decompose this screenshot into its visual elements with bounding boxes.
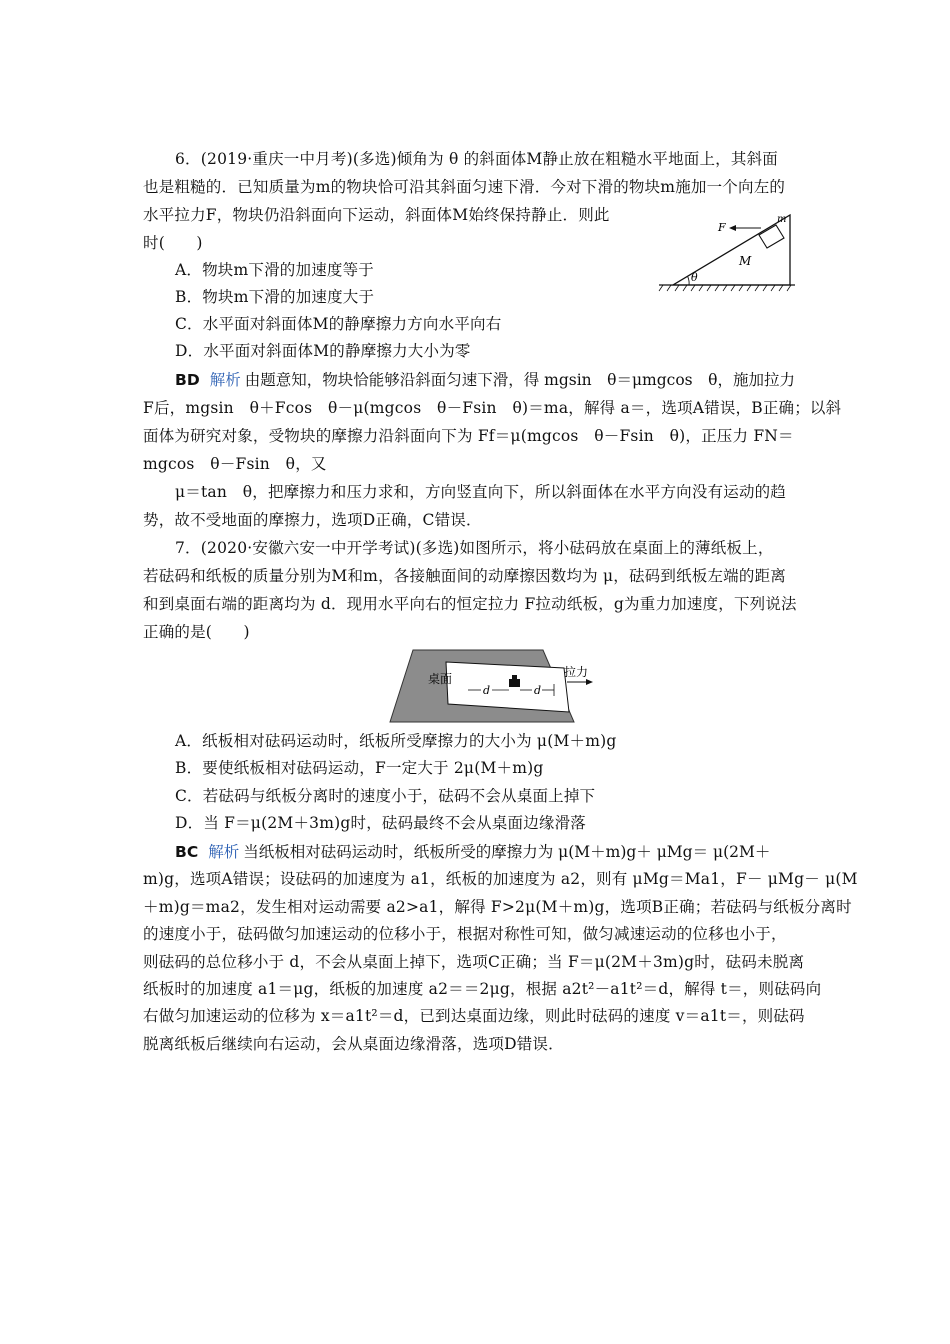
q6-analysis-line-4: mgcos θ－Fsin θ，又 — [143, 455, 327, 473]
q7-analysis-line-4: 的速度小于，砝码做匀加速运动的位移小于，根据对称性可知，做匀减速运动的位移也小于， — [143, 925, 787, 943]
q6-analysis-line-5: μ＝tan θ，把摩擦力和压力求和，方向竖直向下，所以斜面体在水平方向没有运动的趋 — [175, 483, 787, 501]
q7-analysis-line-8: 脱离纸板后继续向右运动，会从桌面边缘滑落，选项D错误． — [143, 1035, 564, 1053]
q7-analysis-line-3: ＋m)g＝ma2，发生相对运动需要 a2>a1，解得 F>2μ(M＋m)g，选项B正确；若砝码与纸板分离时 — [143, 898, 852, 916]
q7-option-b: B．要使纸板相对砝码运动，F一定大于 2μ(M＋m)g — [175, 759, 544, 777]
q6-stem-line-1: 6．(2019·重庆一中月考)(多选)倾角为 θ 的斜面体M静止放在粗糙水平地面上，其斜面 — [175, 150, 778, 168]
q7-analysis-line-2: m)g，选项A错误；设砝码的加速度为 a1，纸板的加速度为 a2，则有 μMg＝Ma1，F－ μMg－ μ(M — [143, 870, 858, 888]
q6-figure-body-label: M — [739, 254, 752, 268]
q6-stem-line-3: 水平拉力F，物块仍沿斜面向下运动，斜面体M始终保持静止．则此 — [143, 206, 610, 224]
q7-analysis-label: 解析 — [208, 843, 240, 861]
q7-stem-line-4: 正确的是( ) — [143, 623, 250, 641]
q6-analysis-line-2: F后，mgsin θ＋Fcos θ－μ(mgcos θ－Fsin θ)＝ma，解得 a＝，选项A错误，B正确；以斜 — [143, 399, 842, 417]
q7-figure-d-left: d — [483, 684, 491, 697]
q6-stem-line-4: 时( ) — [143, 234, 203, 252]
q7-option-c: C．若砝码与纸板分离时的速度小于，砝码不会从桌面上掉下 — [175, 787, 596, 805]
q7-stem-line-3: 和到桌面右端的距离均为 d．现用水平向右的恒定拉力 F拉动纸板，g为重力加速度，下列说法 — [143, 595, 797, 613]
q7-option-d: D．当 F＝μ(2M＋3m)g时，砝码最终不会从桌面边缘滑落 — [175, 814, 586, 832]
q7-analysis-line-6: 纸板时的加速度 a1＝μg，纸板的加速度 a2＝＝2μg，根据 a2t²－a1t²＝d，解得 t＝，则砝码向 — [143, 980, 822, 998]
q7-stem-line-2: 若砝码和纸板的质量分别为M和m，各接触面间的动摩擦因数均为 μ，砝码到纸板左端的距离 — [143, 567, 786, 585]
q6-option-c: C．水平面对斜面体M的静摩擦力方向水平向右 — [175, 315, 502, 333]
q6-analysis-first-line — [175, 370, 795, 390]
q6-analysis-line-6: 势，故不受地面的摩擦力，选项D正确，C错误． — [143, 511, 482, 529]
q6-analysis-line-3: 面体为研究对象，受物块的摩擦力沿斜面向下为 Ff＝μ(mgcos θ－Fsin θ)，正压力 FN＝ — [143, 427, 794, 445]
q6-stem-line-2: 也是粗糙的．已知质量为m的物块恰可沿其斜面匀速下滑．今对下滑的物块m施加一个向左的 — [143, 178, 786, 196]
q7-figure-table-label: 桌面 — [428, 672, 453, 686]
q6-incline-figure — [655, 205, 805, 297]
q6-answer: BD — [175, 371, 200, 389]
q7-analysis-first-line — [175, 842, 770, 862]
q7-analysis-line-7: 右做匀加速运动的位移为 x＝a1t²＝d，已到达桌面边缘，则此时砝码的速度 v＝a1t＝，则砝码 — [143, 1007, 805, 1025]
q6-option-b: B．物块m下滑的加速度大于 — [175, 288, 375, 306]
q6-analysis-line-1: 由题意知，物块恰能够沿斜面匀速下滑，得 mgsin θ＝μmgcos θ，施加拉力 — [244, 371, 795, 389]
q7-option-a: A．纸板相对砝码运动时，纸板所受摩擦力的大小为 μ(M＋m)g — [175, 732, 617, 750]
q6-option-a: A．物块m下滑的加速度等于 — [175, 261, 374, 279]
q7-figure-pull-label: 拉力 — [564, 665, 589, 679]
q6-figure-block-label: m — [777, 214, 787, 225]
q7-analysis-line-1: 当纸板相对砝码运动时，纸板所受的摩擦力为 μ(M＋m)g＋ μMg＝ μ(2M＋ — [243, 843, 771, 861]
q7-analysis-line-5: 则砝码的总位移小于 d，不会从桌面上掉下，选项C正确；当 F＝μ(2M＋3m)g时，砝码未脱离 — [143, 953, 805, 971]
q6-figure-angle: θ — [691, 271, 698, 284]
q6-option-d: D．水平面对斜面体M的静摩擦力大小为零 — [175, 342, 471, 360]
q7-answer: BC — [175, 843, 199, 861]
q6-analysis-label: 解析 — [209, 371, 241, 389]
q7-figure-d-right: d — [534, 684, 542, 697]
q7-stem-line-1: 7．(2020·安徽六安一中开学考试)(多选)如图所示，将小砝码放在桌面上的薄纸板上， — [175, 539, 774, 557]
q7-table-figure — [388, 648, 608, 726]
q6-figure-force-label: F — [718, 221, 726, 234]
